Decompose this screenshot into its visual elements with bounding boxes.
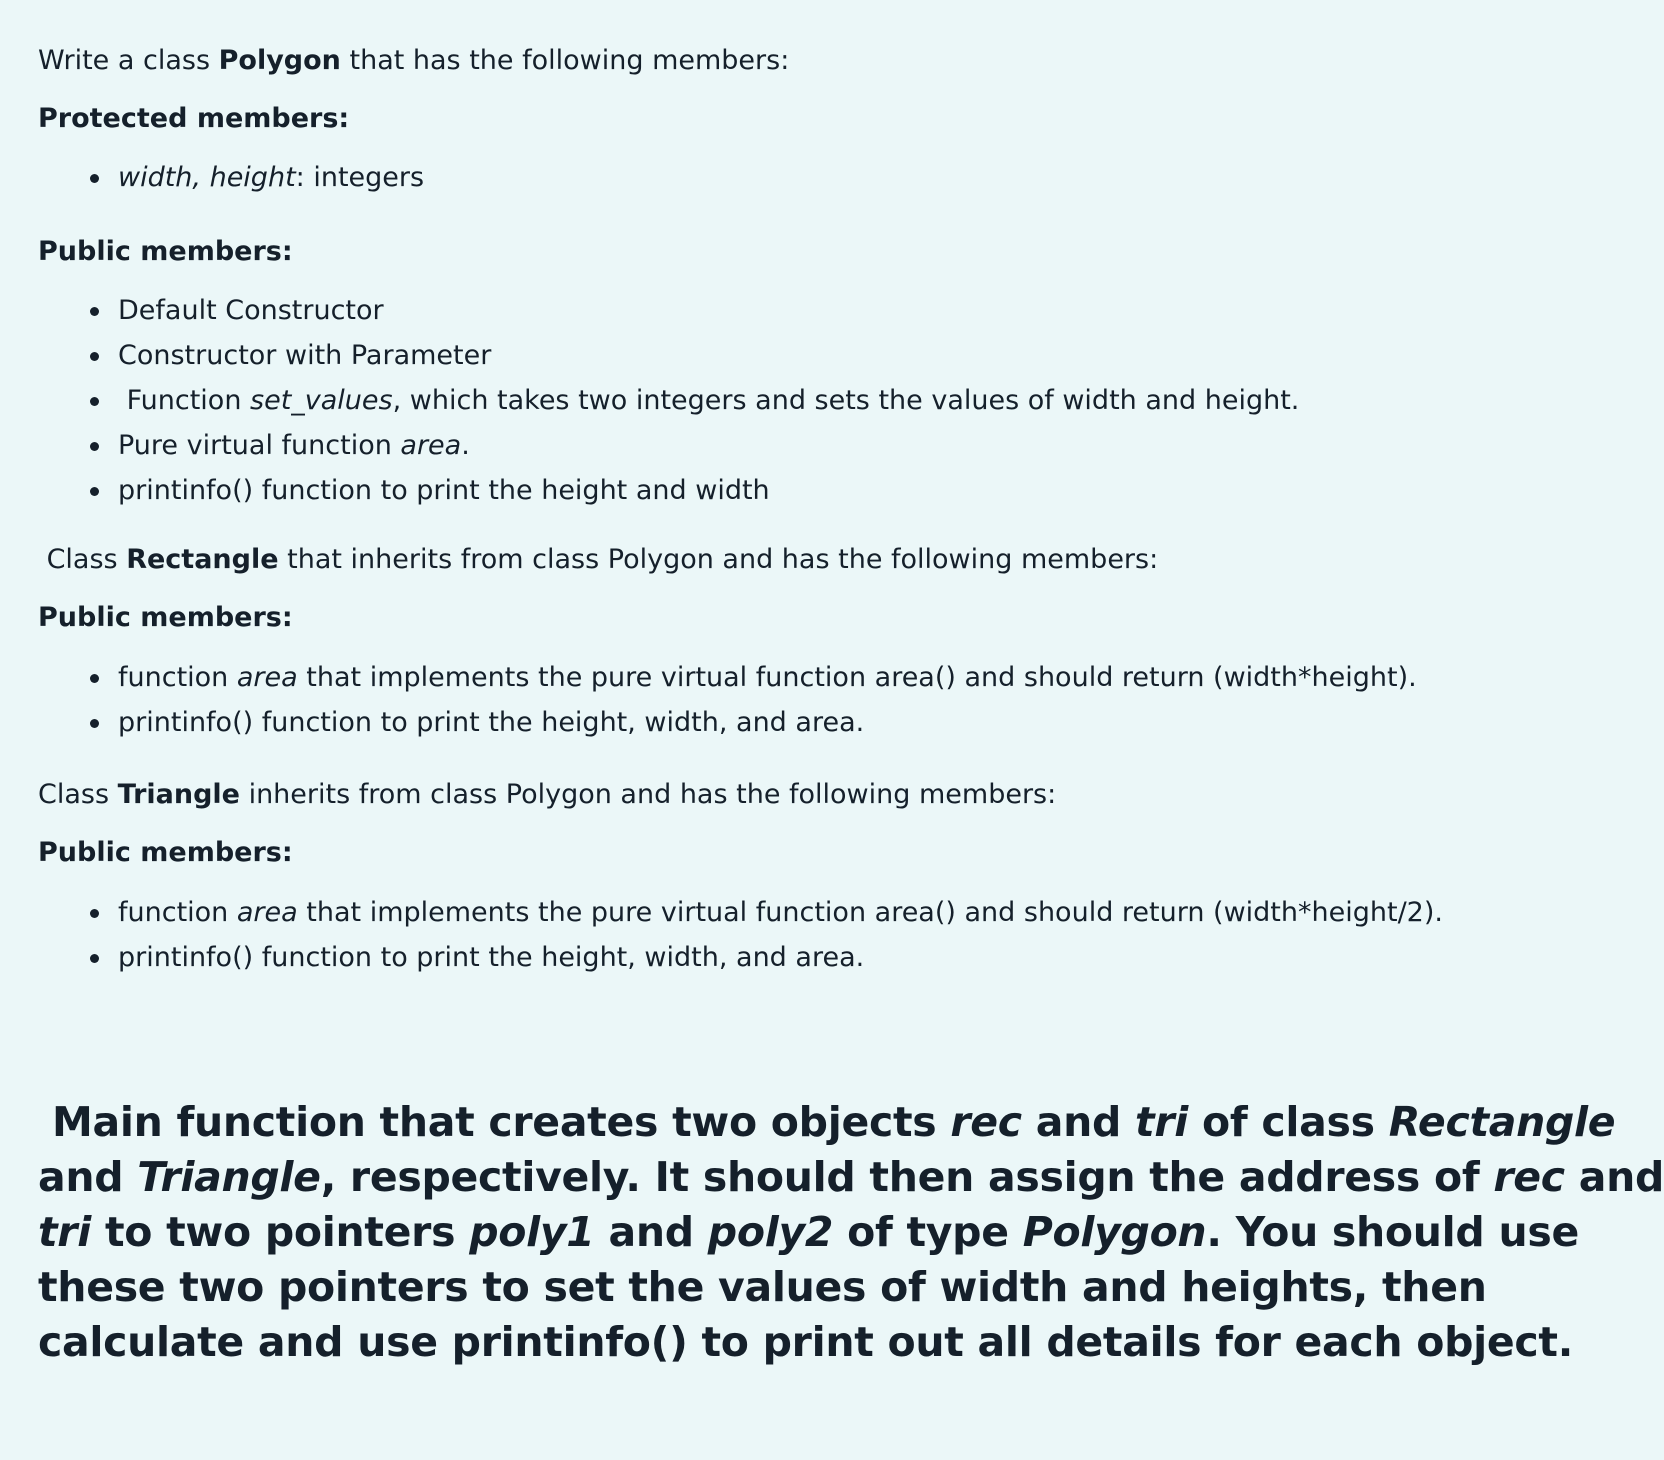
main-line-5: calculate and use printinfo() to print out all details for each object. [38,1318,1573,1366]
polygon-public-members-heading: Public members: [38,236,293,267]
rectangle-printinfo-text: printinfo() function to print the height, width, and area. [118,707,865,738]
triangle-intro-suffix: inherits from class Polygon and has the following members: [239,779,1057,810]
list-item [38,890,1443,935]
main-l1-tri: tri [1135,1098,1189,1146]
main-l2-a: and [38,1153,138,1201]
main-l2-triangle: Triangle [137,1153,321,1201]
list-item [38,423,1299,468]
main-line-2 [38,1150,1664,1205]
list-item [38,155,424,200]
rectangle-area-prefix: function [118,662,237,693]
triangle-intro-prefix: Class [38,779,118,810]
main-function-instructions [38,1095,1664,1370]
triangle-class-name: Triangle [117,779,240,810]
main-line-1 [38,1095,1616,1150]
triangle-area-rest: that implements the pure virtual function area() and should return (width*height/2). [297,897,1443,928]
param-constructor-text: Constructor with Parameter [118,340,492,371]
rectangle-class-name: Rectangle [126,544,279,575]
list-item [38,288,1299,333]
polygon-intro [38,43,789,79]
main-l3-poly1: poly1 [469,1208,595,1256]
polygon-class-name: Polygon [218,45,341,76]
protected-members-heading: Protected members: [38,103,350,134]
polygon-printinfo-text: printinfo() function to print the height and width [118,475,770,506]
width-height-type: : integers [295,162,425,193]
rectangle-area-term: area [236,662,298,693]
list-item [38,700,1417,745]
rectangle-area-rest: that implements the pure virtual function area() and should return (width*height). [297,662,1417,693]
main-l3-tri: tri [38,1208,91,1256]
main-l2-rec: rec [1493,1153,1565,1201]
main-l1-rec: rec [950,1098,1022,1146]
triangle-area-term: area [236,897,298,928]
main-line-3 [38,1205,1598,1260]
triangle-public-members-list [38,890,1443,980]
main-l2-c: and [1564,1153,1664,1201]
main-l3-a: to two pointers [90,1208,470,1256]
triangle-area-prefix: function [118,897,237,928]
list-item [38,935,1443,980]
rectangle-public-members-heading: Public members: [38,602,293,633]
polygon-intro-prefix: Write a class [38,45,219,76]
polygon-public-members-list [38,288,1299,513]
width-height-term: width, height [118,162,296,193]
protected-members-list [38,155,424,200]
main-l3-polygon: Polygon [1022,1208,1207,1256]
main-l1-a: Main function that creates two objects [38,1098,951,1146]
rectangle-intro [38,542,1158,578]
pure-virtual-term: area [400,430,462,461]
main-l3-poly2: poly2 [707,1208,834,1256]
main-l3-c: of type [833,1208,1023,1256]
list-item [38,468,1299,513]
set-values-term: set_values [250,385,393,416]
pure-virtual-rest: . [461,430,470,461]
set-values-prefix: Function [118,385,251,416]
main-l2-b: , respectively. It should then assign the address of [320,1153,1494,1201]
list-item [38,378,1299,423]
main-l1-b: and [1021,1098,1136,1146]
main-line-4: these two pointers to set the values of width and heights, then [38,1263,1487,1311]
list-item [38,655,1417,700]
main-l1-c: of class [1188,1098,1389,1146]
list-item [38,333,1299,378]
set-values-rest: , which takes two integers and sets the values of width and height. [392,385,1300,416]
triangle-public-members-heading: Public members: [38,837,293,868]
main-l3-d: . You should use [1206,1208,1579,1256]
main-l3-b: and [594,1208,708,1256]
rectangle-intro-suffix: that inherits from class Polygon and has the following members: [278,544,1159,575]
rectangle-intro-prefix: Class [38,544,127,575]
pure-virtual-prefix: Pure virtual function [118,430,401,461]
polygon-intro-suffix: that has the following members: [340,45,790,76]
default-constructor-text: Default Constructor [118,295,384,326]
rectangle-public-members-list [38,655,1417,745]
triangle-intro [38,777,1056,813]
main-l1-rectangle: Rectangle [1388,1098,1616,1146]
triangle-printinfo-text: printinfo() function to print the height, width, and area. [118,942,865,973]
